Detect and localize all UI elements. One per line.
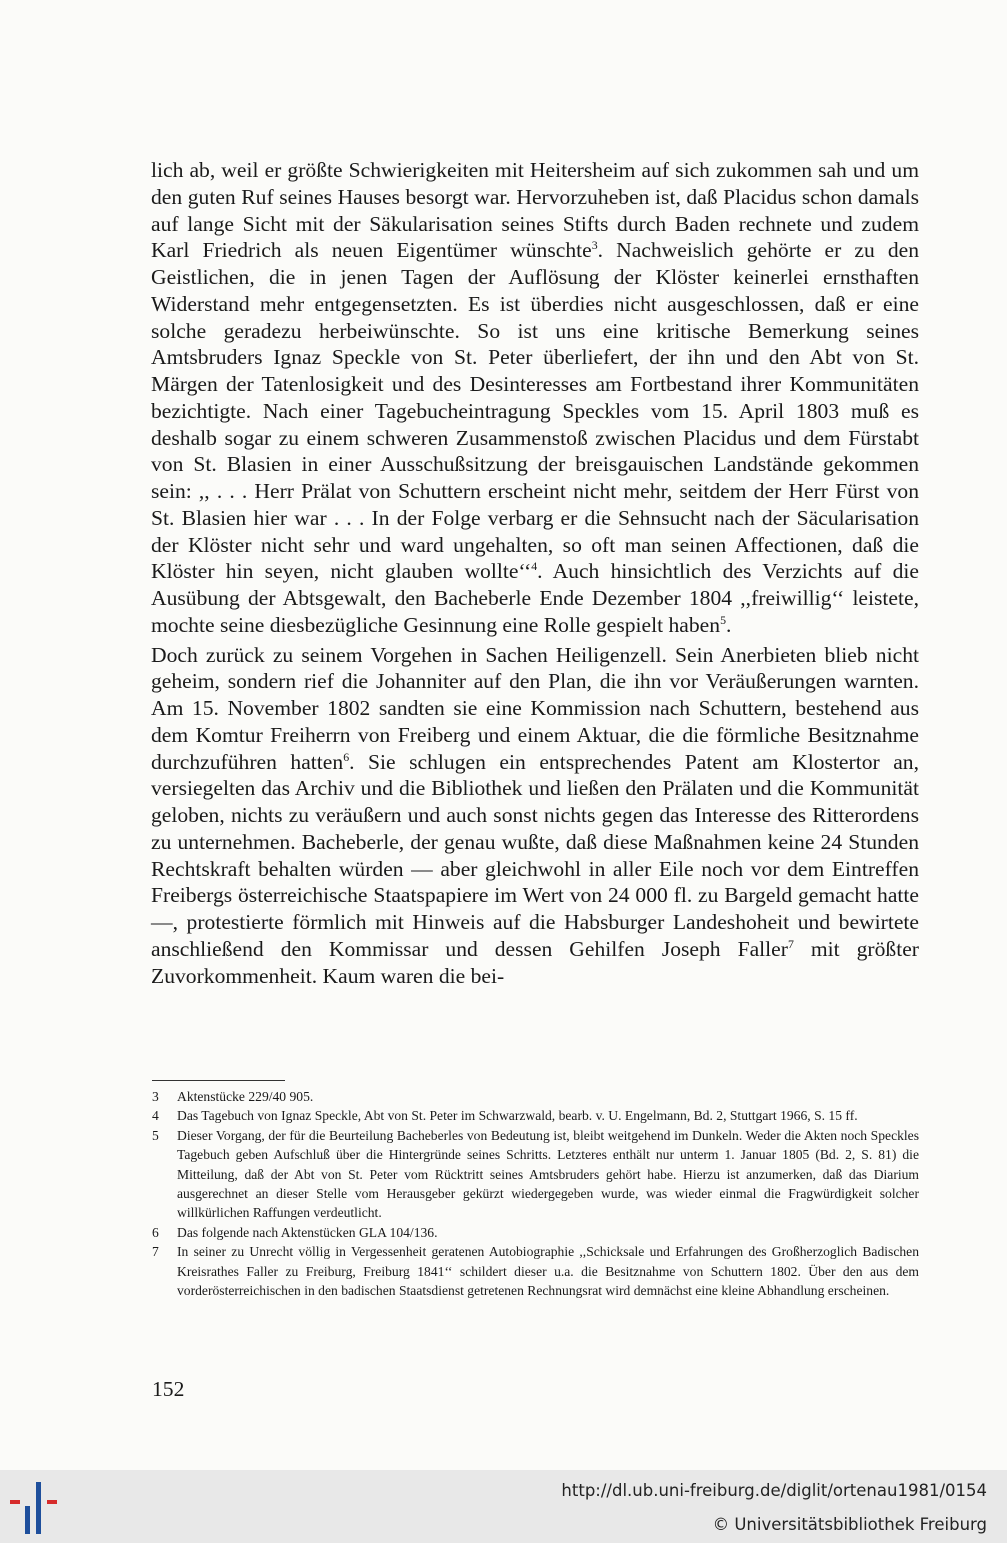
footnote-text: Aktenstücke 229/40 905.: [177, 1089, 314, 1104]
footnote-reference: 7: [787, 936, 794, 951]
text-run: . Sie schlugen ein entsprechendes Patent am Klostertor an, versiegelten das Archiv und die Bibliothek und ließen den Prälaten und die Kommunität geloben, nichts zu veräußern und auch sonst nichts gegen das Interesse des Ritterordens zu unternehmen. Bacheberle, der genau wußte, daß diese Maßnahmen keine 24 Stunden Rechtskraft behalten würden — aber gleichwohl in aller Eile noch vor dem Eintreffen Freibergs österreichische Staatspapiere im Wert von 24 000 fl. zu Bargeld gemacht hatte —, protestierte förmlich mit Hinweis auf die Habsburger Landeshoheit und bewirtete anschließend den Kommissar und dessen Gehilfen Joseph Faller: [151, 749, 919, 961]
body-paragraph: [151, 642, 919, 990]
text-run: . Nachweislich gehörte er zu den Geistlichen, die in jenen Tagen der Auflösung der Klöster keinerlei ernsthaften Widerstand mehr entgegensetzten. Es ist überdies nicht ausgeschlossen, daß er eine solche geradezu herbeiwünschte. So ist uns eine kritische Bemerkung seines Amtsbruders Ignaz Speckle von St. Peter überliefert, der ihn und den Abt von St. Märgen der Tatenlosigkeit und des Desinteresses am Fortbestand ihrer Kommunitäten bezichtigte. Nach einer Tagebucheintragung Speckles vom 15. April 1803 muß es deshalb sogar zu einem schweren Zusammenstoß zwischen Placidus und dem Fürstabt von St. Blasien in einer Ausschußsitzung der breisgauischen Landstände gekommen sein: ,, . . . Herr Prälat von Schuttern erscheint nicht mehr, seitdem der Herr Fürst von St. Blasien hier war . . . In der Folge verbarg er die Sehnsucht nach der Säcularisation der Klöster nicht sehr und ward ungehalten, so oft man seinen Affectionen, daß die Klöster hin seyen, nicht glauben wollte‘‘: [151, 238, 920, 584]
ub-freiburg-logo-icon[interactable]: [10, 1482, 66, 1534]
footnote-number: 4: [152, 1108, 159, 1124]
footnote: [152, 1223, 919, 1242]
footnote-number: 7: [152, 1244, 159, 1260]
text-run: lich ab, weil er größte Schwierigkeiten mit Heitersheim auf sich zukommen sah und um den guten Ruf seines Hauses besorgt war. Hervorzuheben ist, daß Placidus schon damals auf lange Sicht mit der Säkularisation seines Stifts durch Baden rechnete und zudem Karl Friedrich als neuen Eigentümer wünschte: [151, 158, 919, 263]
footnote: [152, 1106, 919, 1125]
footnote-number: 3: [152, 1089, 159, 1104]
footnote-separator: [152, 1080, 285, 1081]
footnote-text: Dieser Vorgang, der für die Beurteilung Bacheberles von Bedeutung ist, bleibt weitgehend im Dunkeln. Weder die Akten noch Speckles Tagebuch geben Aufschluß über die Hintergründe seines Schritts. Letzteres enthält nur unterm 1. Januar 1805 (Bd. 2, S. 81) die Mitteilung, daß der Abt von St. Peter vom Rücktritt seines Amtsbruders gehört habe. Hierzu ist anzumerken, daß das Diarium ausgerechnet an dieser Stelle vom Herausgeber gekürzt wiedergegeben wurde, was wieder einmal die Fragwürdigkeit solcher willkürlichen Raffungen verdeutlicht.: [177, 1127, 919, 1221]
footnotes: [152, 1087, 919, 1300]
viewer-footer-bar: [0, 1470, 1007, 1543]
footnote-reference: 6: [343, 749, 350, 764]
footnote-reference: 3: [591, 238, 598, 253]
footnote: [152, 1087, 919, 1106]
footnote-text: Das folgende nach Aktenstücken GLA 104/136.: [177, 1224, 438, 1240]
footnote: [152, 1242, 919, 1300]
footnote-number: 5: [152, 1127, 159, 1143]
text-run: mit größter Zuvorkommenheit. Kaum waren die bei-: [151, 936, 919, 988]
footnote-text: In seiner zu Unrecht völlig in Vergessenheit geratenen Autobiographie ,,Schicksale und Erfahrungen des Großherzoglich Badischen Kreisrathes Faller zu Freiburg, Freiburg 1841‘‘ schildert dieser u.a. die Besitznahme von Schuttern 1802. Über den aus dem vorderösterreichischen in den badischen Staatsdienst getretenen Rechnungsrat wird demnächst eine kleine Abhandlung erscheinen.: [177, 1244, 919, 1299]
text-run: . Auch hinsichtlich des Verzichts auf die Ausübung der Abtsgewalt, den Bacheberle Ende Dezember 1804 ,,freiwillig‘‘ leistete, mochte seine diesbezügliche Gesinnung eine Rolle gespielt haben: [151, 559, 919, 637]
permalink-url[interactable]: http://dl.ub.uni-freiburg.de/diglit/ortenau1981/0154: [561, 1481, 987, 1500]
footnote-reference: 5: [720, 612, 726, 627]
text-run: .: [726, 612, 732, 637]
footnote: [152, 1126, 919, 1223]
text-run: Doch zurück zu seinem Vorgehen in Sachen Heiligenzell. Sein Anerbieten blieb nicht geheim, sondern rief die Johanniter auf den Plan, die ihn vor Veräußerungen warnten. Am 15. November 1802 sandten sie eine Kommission nach Schuttern, bestehend aus dem Komtur Freiherrn von Freiberg und einem Aktuar, die die förmliche Besitznahme durchzuführen hatten: [151, 642, 919, 774]
page-number: 152: [152, 1377, 185, 1401]
main-text: [151, 157, 919, 989]
copyright-notice: © Universitätsbibliothek Freiburg: [712, 1515, 987, 1534]
footnote-text: Das Tagebuch von Ignaz Speckle, Abt von St. Peter im Schwarzwald, bearb. v. U. Engelmann, Bd. 2, Stuttgart 1966, S. 15 ff.: [177, 1108, 858, 1124]
body-paragraph: [151, 157, 919, 639]
footnote-reference: 4: [531, 559, 538, 574]
footnote-number: 6: [152, 1224, 159, 1240]
